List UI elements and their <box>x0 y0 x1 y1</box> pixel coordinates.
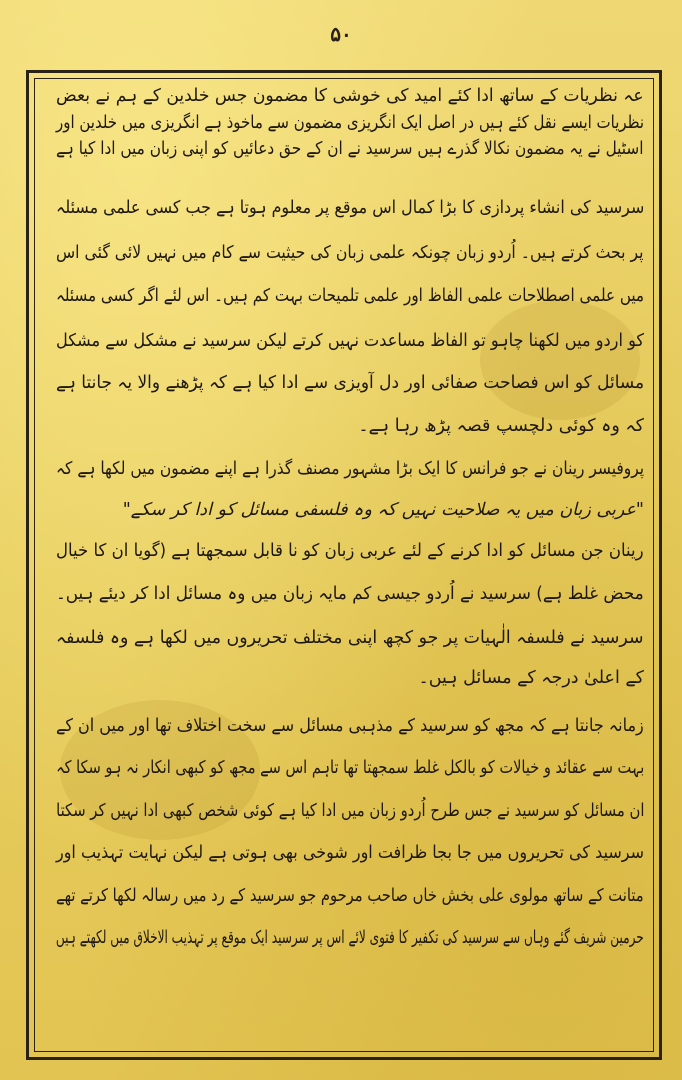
text-line: "عربی زبان میں یہ صلاحیت نہیں کہ وہ فلسفی مسائل کو ادا کر سکے" <box>122 500 644 520</box>
text-line: محض غلط ہے) سرسید نے اُردو جیسی کم مایہ زبان میں وہ مسائل ادا کر دیئے ہیں۔ <box>56 584 644 604</box>
text-line: کہ وہ کوئی دلچسپ قصہ پڑھ رہا ہے۔ <box>358 416 644 436</box>
text-line: میں علمی اصطلاحات علمی الفاظ اور علمی تلمیحات بہت کم ہیں۔ اس لئے اگر کسی مسئلہ <box>55 286 644 306</box>
text-line: حرمین شریف گئے وہاں سے سرسید کی تکفیر کا فتوی لائے اس پر سرسید ایک موقع پر تہذیب الاخلاق میں لکھتے ہیں <box>56 928 644 948</box>
text-line: زمانہ جانتا ہے کہ مجھ کو سرسید کے مذہبی مسائل سے سخت اختلاف تھا اور میں ان کے <box>56 716 644 736</box>
page-number: ۵۰ <box>330 22 352 46</box>
text-line: اسٹیل نے یہ مضمون نکالا گذرے ہیں سرسید نے ان کے حق دعائیں کو اپنی زبان میں ادا کیا ہے <box>56 139 644 159</box>
text-line: بہت سے عقائد و خیالات کو بالکل غلط سمجھتا تھا تاہم اس سے مجھ کو کبھی انکار نہ ہو سکا کہ <box>55 758 644 778</box>
text-line: کو اردو میں لکھنا چاہو تو الفاظ مساعدت نہیں کرتے لیکن سرسید نے مشکل سے مشکل <box>55 331 644 351</box>
text-line: رینان جن مسائل کو ادا کرنے کے لئے عربی زبان کو نا قابل سمجھتا ہے (گویا ان کا خیال <box>56 541 644 561</box>
text-line: متانت کے ساتھ مولوی علی بخش خاں صاحب مرحوم جو سرسید کے رد میں رسالہ لکھا کرتے تھے <box>56 886 644 906</box>
text-line: نظریات ایسے نقل کئے ہیں در اصل ایک انگریزی مضمون سے ماخوذ ہے انگریزی میں خلدین اور <box>55 113 644 133</box>
text-line: سرسید کی تحریروں میں جا بجا ظرافت اور شوخی بھی ہوتی ہے لیکن نہایت تہذیب اور <box>55 843 644 863</box>
text-line: کے اعلیٰ درجہ کے مسائل ہیں۔ <box>418 668 644 688</box>
text-line: سرسید کی انشاء پردازی کا بڑا کمال اس موقع پر معلوم ہوتا ہے جب کسی علمی مسئلہ <box>55 198 644 218</box>
text-line: مسائل کو اس فصاحت صفائی اور دل آویزی سے ادا کیا ہے کہ پڑھنے والا یہ جانتا ہے <box>55 373 644 393</box>
text-line: سرسید نے فلسفہ الٰہیات پر جو کچھ اپنی مختلف تحریروں میں لکھا ہے وہ فلسفہ <box>56 628 644 648</box>
text-line: پروفیسر رینان نے جو فرانس کا ایک بڑا مشہور مصنف گذرا ہے اپنے مضمون میں لکھا ہے کہ <box>55 459 644 479</box>
text-line: پر بحث کرتے ہیں۔ اُردو زبان چونکہ علمی زبان کی حیثیت سے کام میں نہیں لائی گئی اس <box>56 243 644 263</box>
text-line: عہ نظریات کے ساتھ ادا کئے امید کی خوشی کا مضمون جس خلدین کے ہم نے بعض <box>56 86 644 106</box>
text-line: ان مسائل کو سرسید نے جس طرح اُردو زبان میں ادا کیا ہے کوئی شخص کبھی ادا نہیں کر سکتا <box>55 801 644 821</box>
